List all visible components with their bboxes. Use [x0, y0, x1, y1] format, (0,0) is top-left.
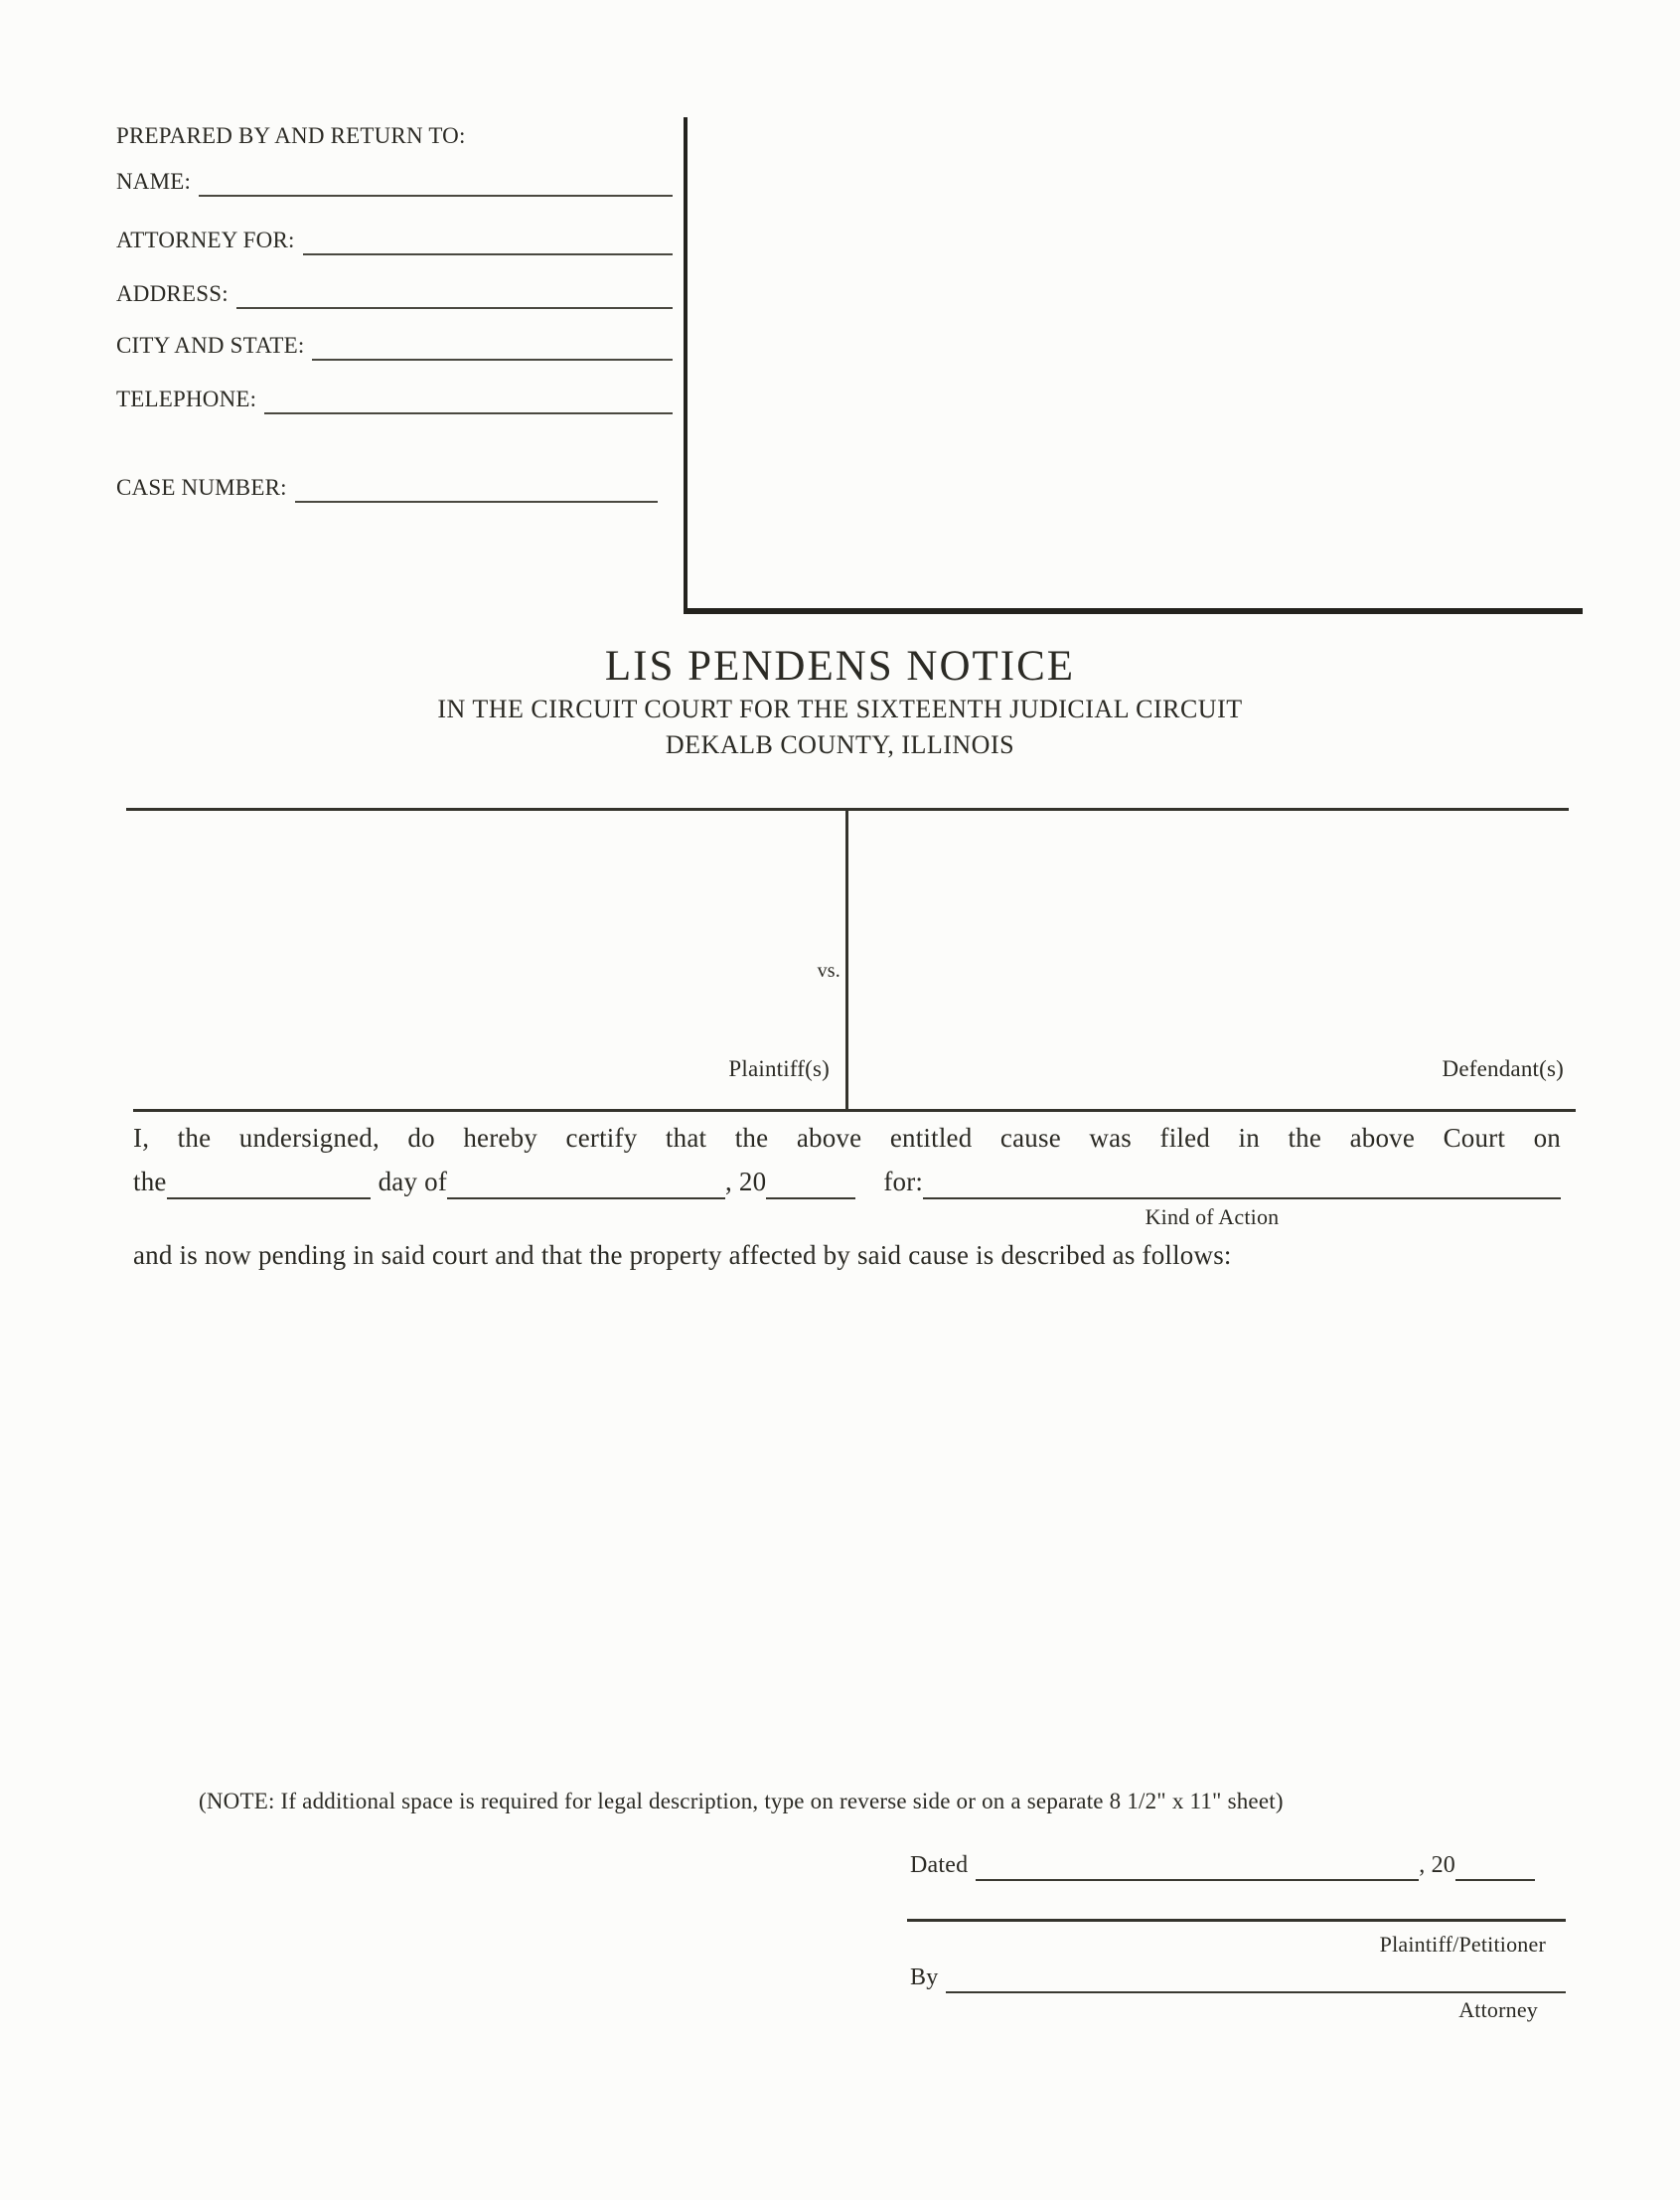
- the-label: the: [133, 1167, 167, 1196]
- kind-of-action-fill-line: [923, 1167, 1561, 1199]
- county-line: DEKALB COUNTY, ILLINOIS: [665, 730, 1015, 759]
- by-label: By: [910, 1964, 939, 1990]
- prepared-by-label: PREPARED BY AND RETURN TO:: [116, 123, 466, 148]
- field-row-name: [116, 169, 673, 197]
- court-line: IN THE CIRCUIT COURT FOR THE SIXTEENTH JUDICIAL CIRCUIT: [437, 695, 1243, 723]
- by-row: [910, 1964, 1566, 1993]
- certify-line: I, the undersigned, do hereby certify that the above entitled cause was filed in the above Court on: [133, 1123, 1561, 1153]
- pending-line: and is now pending in said court and that the property affected by said cause is described as follows:: [133, 1240, 1232, 1270]
- dated-row: [910, 1852, 1535, 1881]
- attorney-for-label: ATTORNEY FOR:: [116, 228, 295, 252]
- field-row-attorney-for: [116, 228, 673, 255]
- year-fill-line: [766, 1167, 855, 1199]
- stamp-box-bottom-border: [684, 608, 1583, 614]
- address-label: ADDRESS:: [116, 281, 229, 306]
- city-state-fill-line: [312, 333, 673, 361]
- for-label: for:: [883, 1167, 924, 1196]
- telephone-label: TELEPHONE:: [116, 387, 257, 411]
- name-fill-line: [199, 169, 673, 197]
- name-label: NAME:: [116, 169, 192, 194]
- case-number-label: CASE NUMBER:: [116, 475, 287, 500]
- month-fill-line: [447, 1167, 725, 1199]
- plaintiff-signature-line: [907, 1919, 1566, 1922]
- versus-label: vs.: [817, 960, 840, 982]
- dated-fill-line: [976, 1852, 1419, 1881]
- attorney-for-fill-line: [303, 228, 673, 255]
- day-of-label: day of: [378, 1167, 448, 1196]
- telephone-fill-line: [264, 387, 673, 414]
- field-row-case-number: [116, 475, 658, 503]
- form-title: LIS PENDENS NOTICE: [604, 643, 1076, 690]
- case-number-fill-line: [295, 475, 658, 503]
- title-block: [0, 642, 1680, 763]
- field-row-address: [116, 281, 673, 309]
- dated-year-prefix-label: , 20: [1419, 1852, 1455, 1878]
- plaintiff-petitioner-label: Plaintiff/Petitioner: [1379, 1932, 1546, 1957]
- kind-of-action-caption: Kind of Action: [1145, 1204, 1280, 1229]
- day-fill-line: [167, 1167, 371, 1199]
- additional-space-note: (NOTE: If additional space is required for legal description, type on reverse side or on a separate 8 1/2" x 11" sheet): [199, 1789, 1284, 1813]
- attorney-label: Attorney: [1458, 1997, 1538, 2022]
- year-prefix-label: , 20: [725, 1167, 767, 1196]
- field-row-city-state: [116, 333, 673, 361]
- caption-bottom-rule: [133, 1109, 1576, 1112]
- stamp-box-left-border: [684, 117, 687, 614]
- attorney-signature-line: [946, 1964, 1566, 1993]
- city-state-label: CITY AND STATE:: [116, 333, 305, 358]
- date-fill-line-row: [133, 1167, 1561, 1199]
- defendant-label: Defendant(s): [1442, 1056, 1564, 1081]
- caption-divider-rule: [845, 811, 848, 1112]
- plaintiff-label: Plaintiff(s): [728, 1056, 830, 1081]
- field-row-telephone: [116, 387, 673, 414]
- address-fill-line: [236, 281, 673, 309]
- dated-year-fill-line: [1455, 1852, 1535, 1881]
- dated-label: Dated: [910, 1852, 969, 1878]
